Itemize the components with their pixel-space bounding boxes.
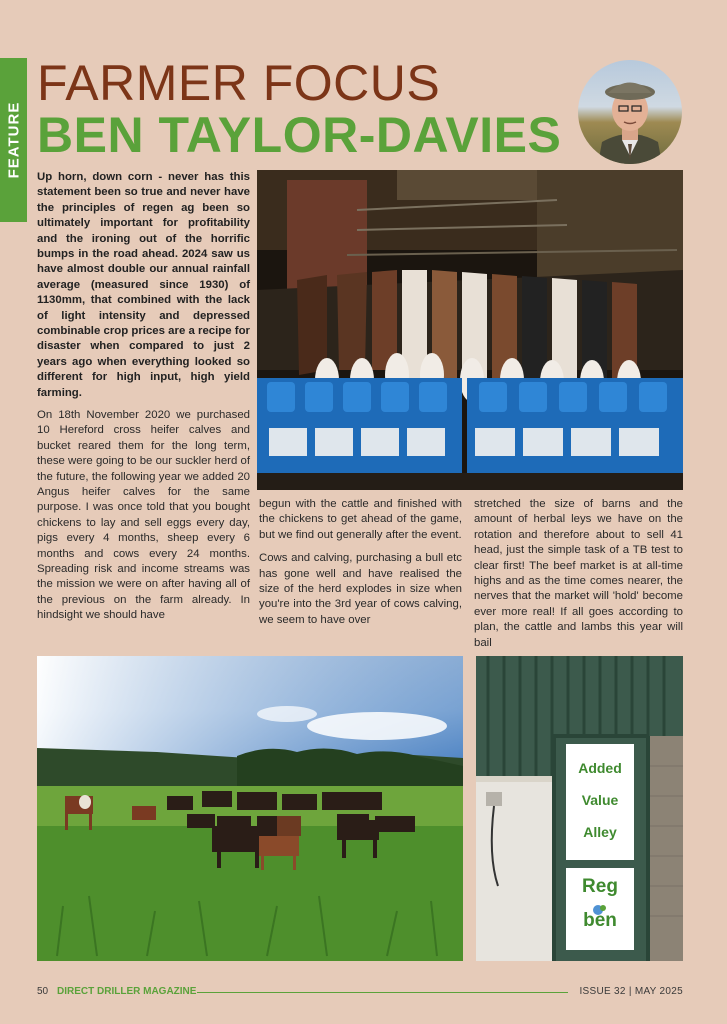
- issue-info: ISSUE 32 | MAY 2025: [579, 986, 683, 997]
- intro-paragraph: Up horn, down corn - never has this statement been so true and never have the principles of regen ag been so ultimately important for profitability and the ironing out of the horrific bumps in the road ahead. 2024 saw us have almost double our annual rainfall average (measured since 1930) of 1130mm, that combined with the lack of light intensity and depressed combinable crop prices are a recipe for disaster when compared to just 2 years ago when everything looked so different for high input, high yield farming.: [37, 171, 250, 399]
- sign-text: [566, 752, 634, 848]
- regen-ben-logo: [566, 876, 634, 932]
- page-footer: [37, 986, 683, 1000]
- feature-section-tab: [0, 58, 27, 222]
- body-column-2: [259, 497, 462, 636]
- feature-tab-label: FEATURE: [5, 101, 22, 179]
- page-title-line1: FARMER FOCUS: [37, 55, 441, 111]
- sign-line-3: Alley: [583, 824, 617, 840]
- avatar-portrait-icon: [578, 60, 682, 164]
- logo-top-text: Reg: [582, 876, 618, 897]
- avatar: [578, 60, 682, 164]
- page-title-line2: BEN TAYLOR-DAVIES: [37, 107, 562, 163]
- footer-divider: [197, 992, 568, 993]
- calves-feeding-icon: [257, 170, 683, 490]
- body-column-2-paragraph-1: begun with the cattle and finished with the chickens to get ahead of the game, but we find out generally after the event.: [259, 498, 462, 541]
- page-number: 50: [37, 986, 49, 997]
- sign-line-1: Added: [578, 760, 622, 776]
- calves-feeding-photo: [257, 170, 683, 490]
- sign-line-2: Value: [581, 792, 619, 808]
- logo-bottom-text: ben: [583, 910, 617, 931]
- magazine-name: DIRECT DRILLER MAGAZINE: [57, 986, 197, 997]
- body-column-3: stretched the size of barns and the amount of herbal leys we have on the rotation and therefore about to sell 41 head, just the simple task of a TB test to clear first! The beef market is at all-time highs and as the time comes nearer, the nerves that the market will 'hold' become ever more real! If all goes according to plan, the cattle and lambs this year will bail: [474, 498, 683, 647]
- body-column-2-paragraph-2: Cows and calving, purchasing a bull etc has gone well and have realised the size of the herd explodes in size when you're into the 3rd year of cows calving, we seem to have over: [259, 552, 462, 626]
- barn-door-photo: [476, 656, 683, 961]
- cattle-field-icon: [37, 656, 463, 961]
- cattle-field-photo: [37, 656, 463, 961]
- body-column-1: On 18th November 2020 we purchased 10 Hereford cross heifer calves and bucket reared them for the long term, these were going to be our suckler herd of the future, the following year we added 20 Angus heifer calves for the same purpose. I was once told that you bought chickens to lay and sell eggs every day, pigs every 4 months, sheep every 6 months and cows every 24 months. Spreading risk and income streams was the mission we were on after having all of the previous on the farm already. In hindsight we should have: [37, 409, 250, 622]
